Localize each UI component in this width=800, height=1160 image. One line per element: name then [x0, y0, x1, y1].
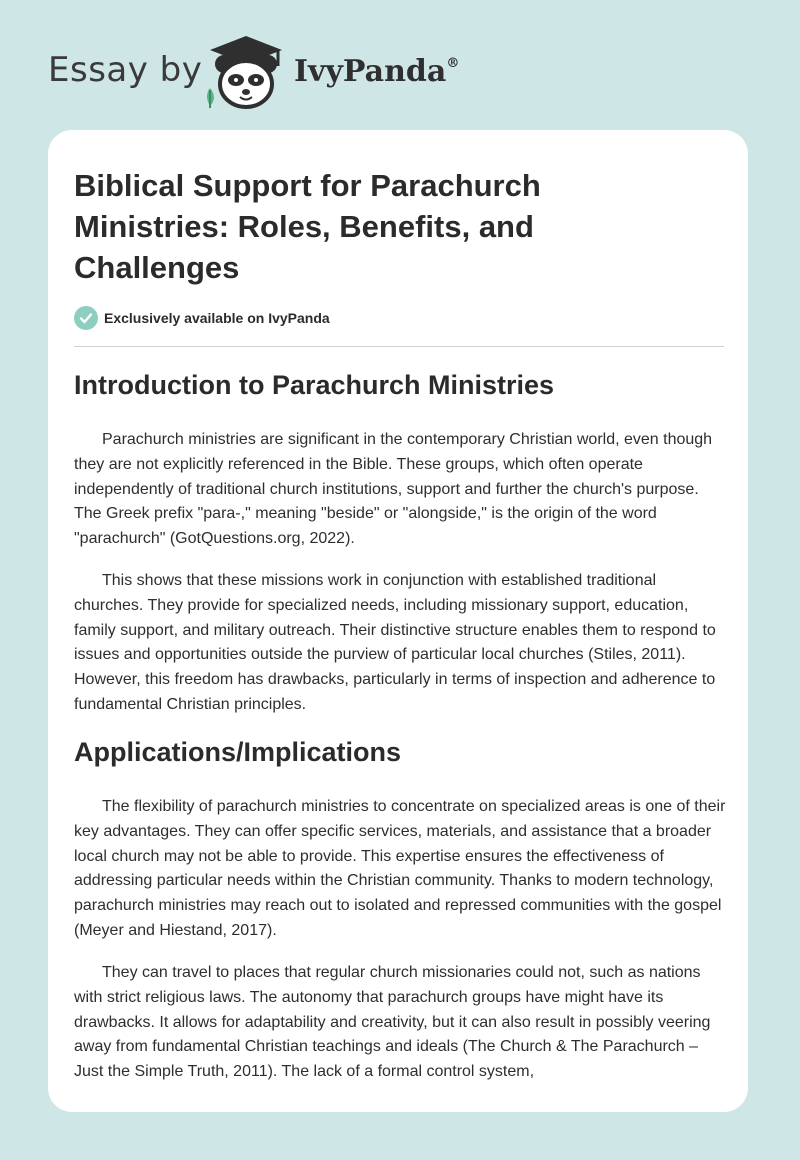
- check-circle-icon: [74, 306, 98, 330]
- paragraph: This shows that these missions work in conjunction with established traditional churches. They provide for specialized needs, including missionary support, education, family support, and military outreach. Their distinctive structure enables them to respond to issues and opportunities outside the purview of particular local churches (Stiles, 2011). However, this freedom has drawbacks, particularly in terms of inspection and adherence to fundamental Christian principles.: [74, 572, 716, 713]
- paragraph: They can travel to places that regular church missionaries could not, such as nations with strict religious laws. The autonomy that parachurch groups have might have its drawbacks. It allows for adaptability and creativity, but it can also result in possibly veering away from fundamental Christian teachings and ideals (The Church & The Parachurch – Just the Simple Truth, 2011). The lack of a formal control system,: [74, 964, 711, 1081]
- article-card: [48, 130, 748, 1112]
- section-heading: Introduction to Parachurch Ministries: [74, 370, 555, 400]
- article-title: Biblical Support for Parachurch Ministries: Roles, Benefits, and Challenges: [74, 168, 541, 285]
- paragraph: The flexibility of parachurch ministries to concentrate on specialized areas is one of their key advantages. They can offer specific services, materials, and assistance that a broader local church may not be able to provide. This expertise ensures the effectiveness of addressing particular needs within the Christian community. Thanks to modern technology, parachurch ministries may reach out to isolated and repressed communities with the gospel (Meyer and Hiestand, 2017).: [74, 798, 726, 939]
- section-heading: Applications/Implications: [74, 737, 402, 767]
- brand-name[interactable]: IvyPanda®: [294, 54, 460, 89]
- essay-by-label: Essay by: [48, 50, 203, 90]
- divider: [74, 346, 724, 347]
- ivypanda-logo-icon[interactable]: [196, 34, 296, 110]
- site-header: [0, 0, 800, 130]
- badge-text: Exclusively available on IvyPanda: [104, 310, 330, 326]
- trademark-symbol: ®: [446, 56, 460, 71]
- exclusive-badge: [74, 305, 330, 331]
- paragraph: Parachurch ministries are significant in the contemporary Christian world, even though they are not explicitly referenced in the Bible. These groups, which often operate independently of traditional church institutions, support and further the church's purpose. The Greek prefix "para-," meaning "beside" or "alongside," is the origin of the word "parachurch" (GotQuestions.org, 2022).: [74, 431, 713, 548]
